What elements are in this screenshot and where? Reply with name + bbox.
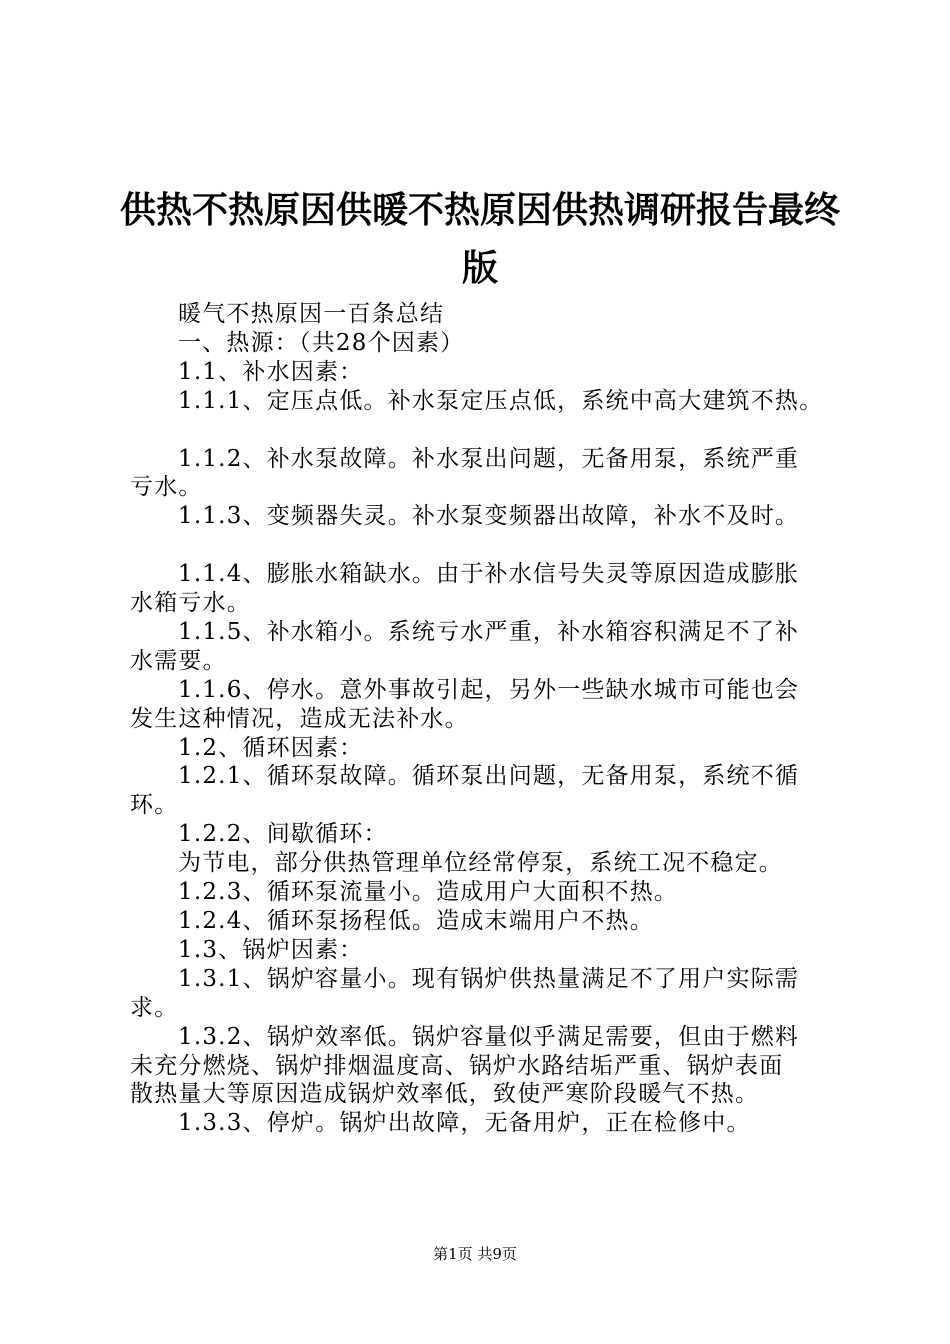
paragraph-line: 1.2.2、间歇循环： — [178, 821, 388, 848]
paragraph-line: 亏水。 — [130, 474, 203, 501]
page-footer: 第1页 共9页 — [433, 1245, 517, 1263]
paragraph-line: 发生这种情况，造成无法补水。 — [130, 705, 469, 732]
document-body — [130, 300, 840, 1138]
paragraph-line: 散热量大等原因造成锅炉效率低，致使严寒阶段暖气不热。 — [130, 1081, 760, 1108]
subsection-heading: 1.2、循环因素： — [178, 734, 364, 761]
paragraph-line: 为节电，部分供热管理单位经常停泵，系统工况不稳定。 — [178, 850, 783, 877]
paragraph-line: 未充分燃烧、锅炉排烟温度高、锅炉水路结垢严重、锅炉表面 — [130, 1052, 784, 1079]
paragraph-line: 1.1.4、膨胀水箱缺水。由于补水信号失灵等原因造成膨胀 — [178, 561, 800, 588]
paragraph-line: 1.3.2、锅炉效率低。锅炉容量似乎满足需要，但由于燃料 — [178, 1023, 800, 1050]
document-title-line-2: 版 — [461, 248, 498, 289]
paragraph-line: 1.3.1、锅炉容量小。现有锅炉供热量满足不了用户实际需 — [178, 965, 800, 992]
paragraph-line: 1.1.6、停水。意外事故引起，另外一些缺水城市可能也会 — [178, 676, 800, 703]
paragraph-line: 水需要。 — [130, 647, 227, 674]
subtitle: 暖气不热原因一百条总结 — [178, 301, 445, 327]
paragraph-line: 1.2.3、循环泵流量小。造成用户大面积不热。 — [178, 879, 679, 906]
paragraph-line: 1.1.5、补水箱小。系统亏水严重，补水箱容积满足不了补 — [178, 618, 800, 645]
paragraph-line: 1.3.3、停炉。锅炉出故障，无备用炉，正在检修中。 — [178, 1110, 751, 1137]
paragraph-line: 1.1.1、定压点低。补水泵定压点低，系统中高大建筑不热。 — [178, 387, 824, 414]
paragraph-line: 环。 — [130, 792, 179, 819]
subsection-heading: 1.3、锅炉因素： — [178, 936, 364, 963]
paragraph-line: 1.1.2、补水泵故障。补水泵出问题，无备用泵，系统严重 — [178, 445, 800, 472]
paragraph-line: 1.1.3、变频器失灵。补水泵变频器出故障，补水不及时。 — [178, 503, 800, 530]
section-heading: 一、热源：（共28个因素） — [178, 329, 465, 356]
paragraph-line: 求。 — [130, 994, 179, 1021]
blank-line — [130, 416, 840, 445]
subsection-heading: 1.1、补水因素： — [178, 358, 364, 385]
paragraph-line: 水箱亏水。 — [130, 590, 251, 617]
paragraph-line: 1.2.4、循环泵扬程低。造成末端用户不热。 — [178, 908, 654, 934]
blank-line — [130, 531, 840, 560]
document-title-line-1: 供热不热原因供暖不热原因供热调研报告最终 — [119, 190, 840, 231]
paragraph-line: 1.2.1、循环泵故障。循环泵出问题，无备用泵，系统不循 — [178, 763, 800, 790]
